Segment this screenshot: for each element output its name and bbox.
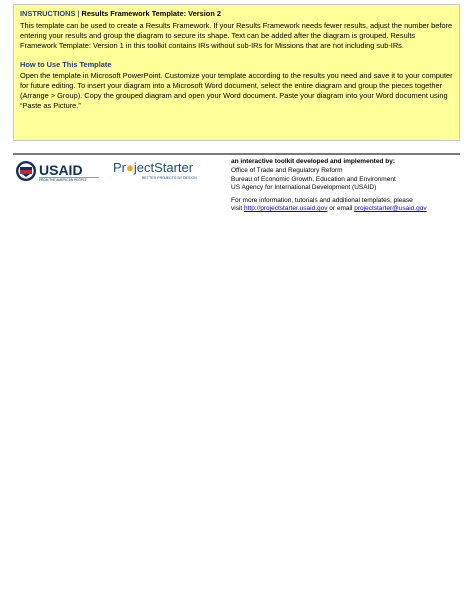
or-email-label: or email <box>329 205 353 213</box>
credits-bureau: Bureau of Economic Growth, Education and Environment <box>231 175 396 183</box>
more-info-text: For more information, tutorials and additional templates, please <box>231 196 413 204</box>
howto-heading: How to Use This Template <box>20 60 112 69</box>
credits-agency: US Agency for International Development (USAID) <box>231 184 377 192</box>
projectstarter-link[interactable]: http://projectstarter.usaid.gov <box>244 205 328 213</box>
credits-tagline: an interactive toolkit developed and implemented by: <box>231 158 395 165</box>
contact-line <box>231 205 463 213</box>
instructions-body: This template can be used to create a Results Framework. If your Results Framework needs fewer results, adjust the number before entering your results and group the diagram to secure its shape. Text can be added after the diagram is grouped. Results Framework Template: Version 1 in this toolkit contains IRs without sub-IRs for Missions that are not including sub-IRs. <box>20 21 453 50</box>
usaid-wordmark: USAID <box>39 162 83 178</box>
howto-body: Open the template in Microsoft PowerPoint. Customize your template according to the results you need and save it to your computer for future editing. To insert your diagram into a Microsoft Word document, select the entire diagram and group the pieces together (Arrange > Group). Copy the grouped diagram and open your Word document. Paste your diagram into your Word document using “Paste as Picture.” <box>20 71 453 110</box>
credits-block <box>231 158 463 213</box>
ps-tagline: BETTER PROJECTS BY DESIGN <box>142 176 197 180</box>
usaid-tagline: FROM THE AMERICAN PEOPLE <box>39 178 87 182</box>
instructions-title: Results Framework Template: Version 2 <box>81 9 221 18</box>
ps-o-icon: ● <box>126 160 134 175</box>
instructions-box <box>13 4 460 141</box>
divider-line <box>13 153 460 155</box>
projectstarter-logo <box>112 158 210 182</box>
visit-label: visit <box>231 205 243 213</box>
instructions-label: INSTRUCTIONS <box>20 9 76 18</box>
usaid-logo <box>15 160 110 182</box>
credits-office: Office of Trade and Regulatory Reform <box>231 167 343 175</box>
ps-wordmark-end: jectStarter <box>133 160 194 175</box>
ps-wordmark-start: Pr <box>113 160 126 175</box>
instructions-title-line <box>20 9 453 19</box>
title-separator: | <box>77 9 80 18</box>
email-link[interactable]: projectstarter@usaid.gov <box>354 205 427 213</box>
svg-text:Pr●jectStarter <box>113 160 194 175</box>
